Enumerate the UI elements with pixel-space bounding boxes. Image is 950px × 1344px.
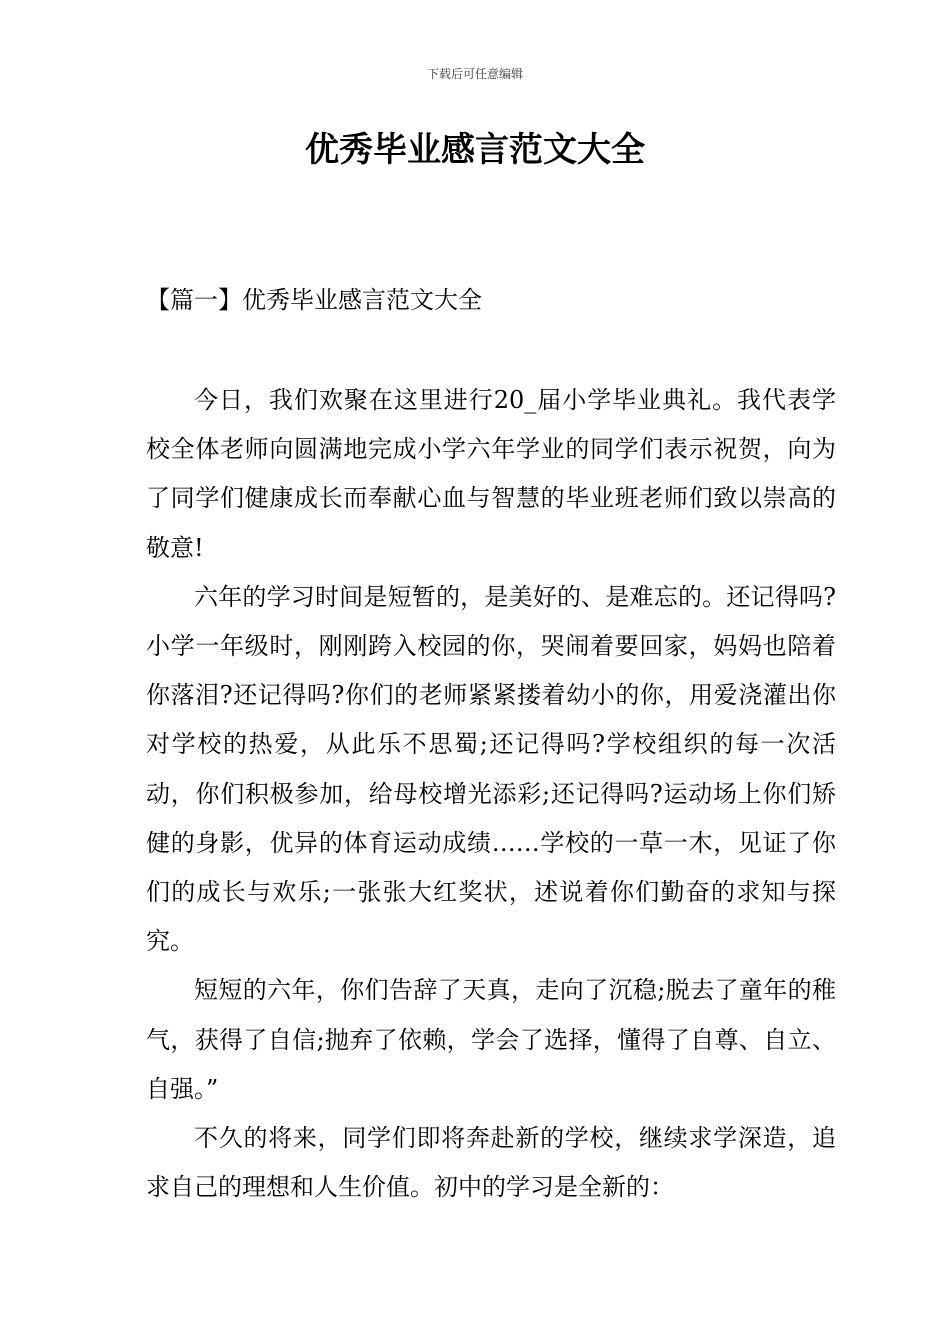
paragraph-1: 今日，我们欢聚在这里进行20_届小学毕业典礼。我代表学校全体老师向圆满地完成小学六年学业的同学们表示祝贺，向为了同学们健康成长而奉献心血与智慧的毕业班老师们致以崇高的敬意! <box>146 386 836 562</box>
paragraph-2: 六年的学习时间是短暂的，是美好的、是难忘的。还记得吗?小学一年级时，刚刚跨入校园的你，哭闹着要回家，妈妈也陪着你落泪?还记得吗?你们的老师紧紧搂着幼小的你，用爱浇灌出你对学校的热爱，从此乐不思蜀;还记得吗?学校组织的每一次活动，你们积极参加，给母校增光添彩;还记得吗?运动场上你们矫健的身影，优异的体育运动成绩……学校的一草一木，见证了你们的成长与欢乐;一张张大红奖状，述说着你们勤奋的求知与探究。 <box>146 582 836 956</box>
paragraph-4: 不久的将来，同学们即将奔赴新的学校，继续求学深造，追求自己的理想和人生价值。初中的学习是全新的： <box>146 1124 836 1202</box>
paragraph-3: 短短的六年，你们告辞了天真，走向了沉稳;脱去了童年的稚气，获得了自信;抛弃了依赖，学会了选择，懂得了自尊、自立、自强。” <box>146 976 836 1103</box>
body-text <box>146 376 836 1212</box>
section-heading: 【篇一】优秀毕业感言范文大全 <box>146 286 482 314</box>
header-note: 下载后可任意编辑 <box>426 67 523 81</box>
document-title: 优秀毕业感言范文大全 <box>305 130 645 170</box>
